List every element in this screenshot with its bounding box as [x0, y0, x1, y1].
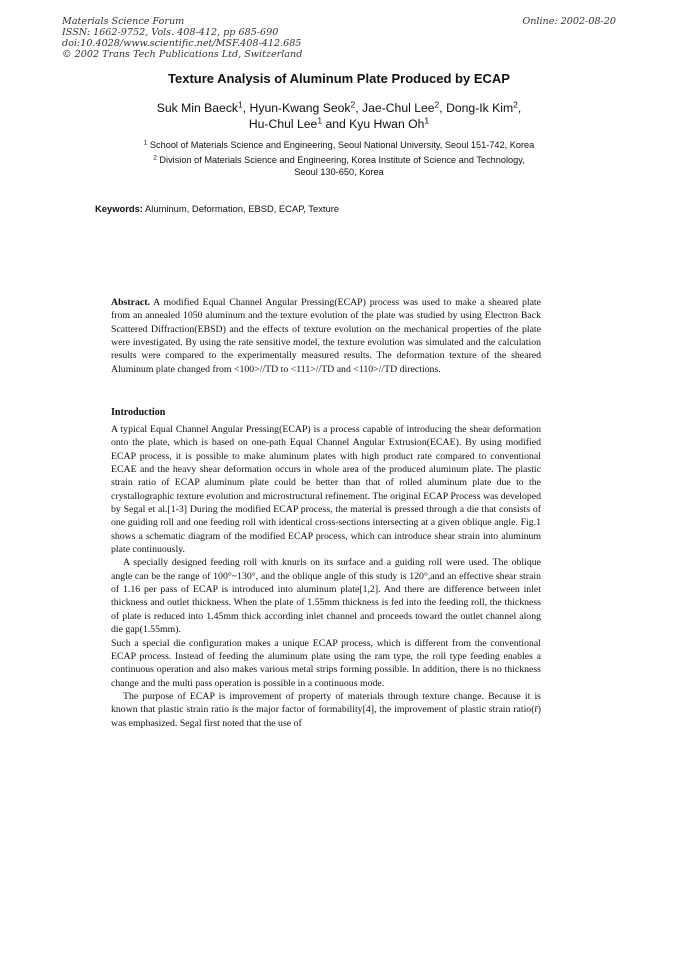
affiliation-2	[60, 154, 618, 178]
paper-title: Texture Analysis of Aluminum Plate Produced by ECAP	[168, 71, 510, 86]
affiliation-text: School of Materials Science and Engineering, Seoul National University, Seoul 151-742, Korea	[149, 140, 535, 150]
doi-line: doi:10.4028/www.scientific.net/MSF.408-412.685	[62, 38, 302, 49]
affiliation-text: Division of Materials Science and Engineering, Korea Institute of Science and Technology,	[159, 155, 525, 165]
author-list	[60, 100, 618, 132]
affiliation-number: 2	[153, 154, 157, 162]
issn-line: ISSN: 1662-9752, Vols. 408-412, pp 685-690	[62, 27, 279, 38]
author: Dong-Ik Kim	[446, 101, 514, 115]
author-affiliation-mark: 2	[350, 99, 356, 110]
author-affiliation-mark: 2	[513, 99, 518, 110]
author-separator: ,	[355, 101, 363, 115]
abstract	[111, 296, 541, 376]
affiliation-number: 1	[143, 139, 148, 147]
abstract-label: Abstract.	[111, 297, 150, 308]
online-date: Online: 2002-08-20	[522, 16, 616, 27]
author: Suk Min Baeck	[156, 101, 239, 115]
paragraph: A typical Equal Channel Angular Pressing(ECAP) is a process capable of introducing the shear deformation onto the plate, which is based on one-path Equal Channel Angular Extrusion(ECAE). By using modified ECAP process, it is possible to make aluminum plates with high product rate compared to conventional ECAE and the heavy shear deformation occurs in whole area of the produced aluminum plate. The plastic strain ratio of ECAP aluminum plate could be better than that of rolled aluminum plate due to the crystallographic texture evolution and microstructural refinement. The original ECAP Process was developed by Segal et al.[1-3] During the modified ECAP process, the material is pressed through a die that consists of one guiding roll and one feeding roll with identical cross-sections intersecting at a given oblique angle. Fig.1 shows a schematic diagram of the modified ECAP process, which can introduce shear strain into aluminum plate continuously.	[111, 424, 541, 556]
keywords-list: Aluminum, Deformation, EBSD, ECAP, Texture	[145, 203, 340, 214]
author: Hyun-Kwang Seok	[249, 101, 351, 115]
author-affiliation-mark: 1	[317, 115, 323, 126]
author: Hu-Chul Lee	[248, 117, 318, 131]
author: Kyu Hwan Oh	[349, 117, 425, 131]
section-heading-introduction: Introduction	[111, 407, 166, 418]
copyright-line: © 2002 Trans Tech Publications Ltd, Switzerland	[62, 49, 303, 60]
author: Jae-Chul Lee	[362, 101, 435, 115]
keywords	[95, 203, 339, 214]
author-affiliation-mark: 2	[434, 99, 440, 110]
author-affiliation-mark: 1	[424, 115, 430, 126]
keywords-label: Keywords:	[95, 203, 143, 214]
paragraph: The purpose of ECAP is improvement of property of materials through texture change. Because it is known that plastic strain ratio is the major factor of formability[4], the improvement of plastic strain ratio(r̄) was emphasized. Segal first noted that the use of	[111, 690, 541, 729]
author-affiliation-mark: 1	[238, 99, 243, 110]
abstract-text: A modified Equal Channel Angular Pressing(ECAP) process was used to make a sheared plate from an annealed 1050 aluminum and the texture evolution of the plate was studied by using Electron Back Scattered Diffraction(EBSD) and the effects of texture evolution on the mechanical properties of the plate were investigated. By using the rate sensitive model, the texture evolution was simulated and the calculation results were compared to the experimentally measured results. The deformation texture of the sheared Aluminum plate changed from <100>//TD to <111>//TD and <110>//TD directions.	[111, 297, 541, 375]
paragraph: A specially designed feeding roll with knurls on its surface and a guiding roll were used. The oblique angle can be the range of 100°~130°, and the oblique angle of this study is 120°,and an effective shear strain of 1.16 per pass of ECAP is introduced into aluminum plate[1,2]. And there are difference between inlet thickness and outlet thickness. When the plate of 1.55mm thickness is fed into the feeding roll, the thickness of plate is reduced into 1.45mm thick according inlet channel and proceeds toward the outlet channel along die gap(1.55mm).	[111, 557, 541, 636]
author-separator: ,	[242, 101, 250, 115]
introduction-body	[111, 423, 541, 730]
author-separator: and	[322, 117, 350, 131]
affiliation-1	[60, 139, 618, 151]
author-separator: ,	[517, 101, 522, 115]
journal-name: Materials Science Forum	[62, 16, 185, 27]
publication-meta	[62, 16, 302, 60]
paragraph: Such a special die configuration makes a unique ECAP process, which is different from the conventional ECAP process. Instead of feeding the aluminum plate using the ram type, the roll type feeding enables a continuous operation and also makes various metal strips forming possible. In addition, there is no thickness change and the multi pass operation is possible in a continuous mode.	[111, 637, 541, 689]
affiliation-text-cont: Seoul 130-650, Korea	[294, 167, 384, 177]
author-separator: ,	[439, 101, 447, 115]
